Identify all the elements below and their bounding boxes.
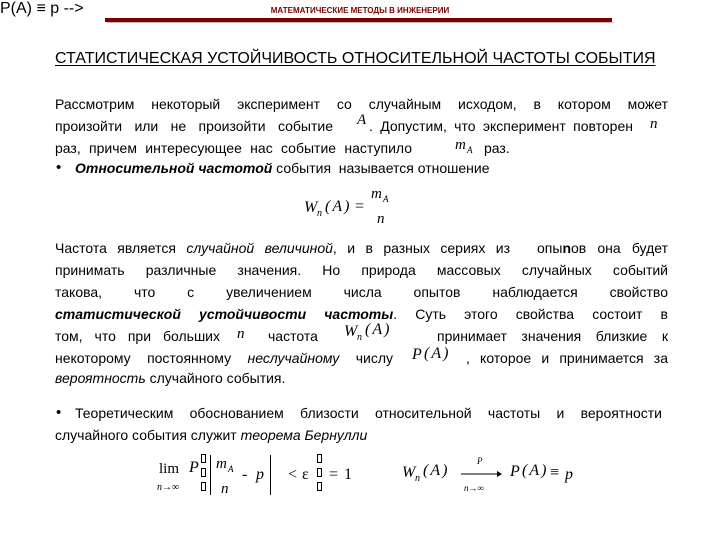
conv-arrow-label-top: P: [477, 456, 483, 466]
formula1-argument: (A): [325, 198, 352, 215]
bullet1-term: Относительной частотой: [75, 160, 273, 176]
conv-P-argument: (A): [522, 462, 549, 479]
lln-numerator: m: [216, 456, 227, 472]
probability-P: P: [189, 459, 199, 476]
para2-line6-mid: числу: [355, 350, 393, 366]
conv-W-subscript: n: [415, 473, 420, 484]
lln-less-than: <: [288, 466, 298, 483]
bullet1-rest: события называется отношение: [272, 160, 490, 176]
var-m: m: [455, 137, 466, 153]
para2-line1-mid: , и в разных сериях из: [332, 240, 510, 256]
missing-glyph-box: [201, 482, 206, 491]
para2-line1-tail: она будет: [597, 240, 668, 256]
para2-line7-rest: случайного события.: [145, 370, 286, 386]
var-m-subscript: A: [467, 145, 473, 155]
conv-P: P: [510, 463, 520, 480]
inline-W-argument: (A): [365, 321, 392, 338]
bullet-icon: •: [56, 159, 62, 176]
para1-line3-start: раз, причем интересующее нас событие наступило: [55, 140, 412, 156]
var-n-bold: n: [562, 240, 571, 256]
term-statistical-stability: статистической устойчивости частоты: [55, 306, 394, 322]
slide: МАТЕМАТИЧЕСКИЕ МЕТОДЫ В ИНЖЕНЕРИИ СТАТИСТИЧЕСКАЯ УСТОЙЧИВОСТЬ ОТНОСИТЕЛЬНОЙ ЧАСТОТЫ СОБЫТИЯ Рассмотрим некоторый эксперимент со случайным исходом, в котором может произойти или не произойти событие A . Допустим, что эксперимент повторен n раз, причем интересующее нас событие наступило m A раз. • Относительной частотой события называется отношение W n (A) = m A n Частота является случайной величиной, и в разных сериях из опыnов она будет принимать различные значения. Но природа массовых случайных событий такова, что с увеличением числа опытов наблюдается свойство статистической устойчивости частоты. Суть этого свойства состоит в том, что при больших n частота W n (A) принимает значения близкие к некоторому постоянному неслучайному числу P (A) , которое и принимается за вероятность случайного события. • Теоретическим обоснованием близости относительной частоты и вероятности случайного события служит теорема Бернулли lim n→∞ P m A n - p < ε = 1 P(A) ≡ p --> W n (A) P n→∞ P (A) ≡ p: [0, 0, 720, 540]
para2-line1-start: [55, 239, 510, 257]
header-title: МАТЕМАТИЧЕСКИЕ МЕТОДЫ В ИНЖЕНЕРИИ: [270, 6, 450, 15]
term-bernoulli-theorem: теорема Бернулли: [240, 427, 368, 443]
inline-P: P: [412, 346, 422, 363]
para2-line4: [55, 305, 668, 323]
para2-line5-end: принимает значения близкие к: [437, 328, 668, 344]
missing-glyph-box: [317, 468, 322, 477]
convergence-arrow-icon: [461, 469, 503, 479]
inline-W: W: [344, 323, 358, 340]
missing-glyph-box: [201, 468, 206, 477]
lln-equals: =: [329, 466, 339, 483]
slide-heading: СТАТИСТИЧЕСКАЯ УСТОЙЧИВОСТЬ ОТНОСИТЕЛЬНОЙ ЧАСТОТЫ СОБЫТИЯ: [55, 50, 656, 67]
para1-line2-mid: . Допустим, что эксперимент повторен: [369, 118, 633, 134]
abs-bar-left: [210, 455, 211, 495]
lln-minus: -: [242, 466, 248, 483]
word-part-b: ов: [571, 240, 587, 256]
para2-line6-text: некоторому постоянному: [55, 350, 232, 366]
bullet2-line2-text: случайного события служит: [55, 427, 241, 443]
lln-epsilon: ε: [302, 466, 309, 483]
formula1-W: W: [304, 199, 318, 216]
para2-line7: [55, 369, 285, 387]
conv-equiv: ≡: [550, 464, 560, 481]
para1-line2-start: произойти или не произойти событие: [55, 118, 333, 134]
para2-line6-start: [55, 349, 393, 367]
formula1-equals: =: [355, 198, 365, 215]
para1-line3-end: раз.: [484, 140, 510, 156]
formula1-numerator-subscript: A: [383, 194, 389, 204]
missing-glyph-box: [317, 454, 322, 463]
lim-operator: lim: [159, 461, 180, 477]
lln-p: p: [256, 466, 264, 483]
missing-glyph-box: [317, 482, 322, 491]
lim-subscript: n→∞: [157, 482, 180, 493]
conv-arrow-label-bottom: n→∞: [464, 483, 484, 493]
lln-numerator-subscript: A: [228, 464, 234, 474]
term-nonrandom: неслучайному: [247, 350, 340, 366]
formula1-numerator: m: [371, 186, 382, 202]
para2-line2: принимать различные значения. Но природа массовых случайных событий: [55, 262, 668, 278]
para2-line5-mid: частота: [268, 328, 318, 344]
term-probability: вероятность: [55, 370, 146, 386]
inline-P-argument: (A): [424, 345, 451, 362]
para2-line1-text: Частота является: [55, 240, 176, 256]
inline-W-subscript: n: [357, 332, 362, 343]
lln-one: 1: [344, 466, 352, 483]
bullet1-text: [75, 159, 490, 177]
lln-denominator: n: [221, 481, 229, 497]
para1-line1: Рассмотрим некоторый эксперимент со случайным исходом, в котором может: [55, 96, 668, 112]
para2-line6-end: , которое и принимается за: [466, 350, 668, 366]
formula1-denominator: n: [377, 211, 385, 227]
term-random-variable: случайной величиной: [186, 240, 333, 256]
var-n-large: n: [237, 326, 245, 342]
var-A: A: [357, 112, 367, 128]
conv-W: W: [402, 464, 416, 481]
conv-W-argument: (A): [423, 462, 450, 479]
bullet-icon: •: [56, 404, 62, 421]
header-bar-shadow: [107, 22, 614, 23]
para2-line3: такова, что с увеличением числа опытов наблюдается свойство: [55, 284, 668, 300]
bullet2-line1: Теоретическим обоснованием близости относительной частоты и вероятности: [75, 405, 662, 421]
para2-line5-start: том, что при больших: [55, 328, 220, 344]
para2-line1-end: [537, 239, 668, 257]
bullet2-line2: [55, 426, 367, 444]
var-n: n: [650, 116, 658, 132]
conv-p: p: [565, 466, 573, 483]
missing-glyph-box: [201, 454, 206, 463]
formula1-W-subscript: n: [317, 208, 322, 219]
para2-line4-rest: . Суть этого свойства состоит в: [393, 306, 668, 322]
abs-bar-right: [270, 455, 271, 495]
word-part-a: опы: [537, 240, 563, 256]
